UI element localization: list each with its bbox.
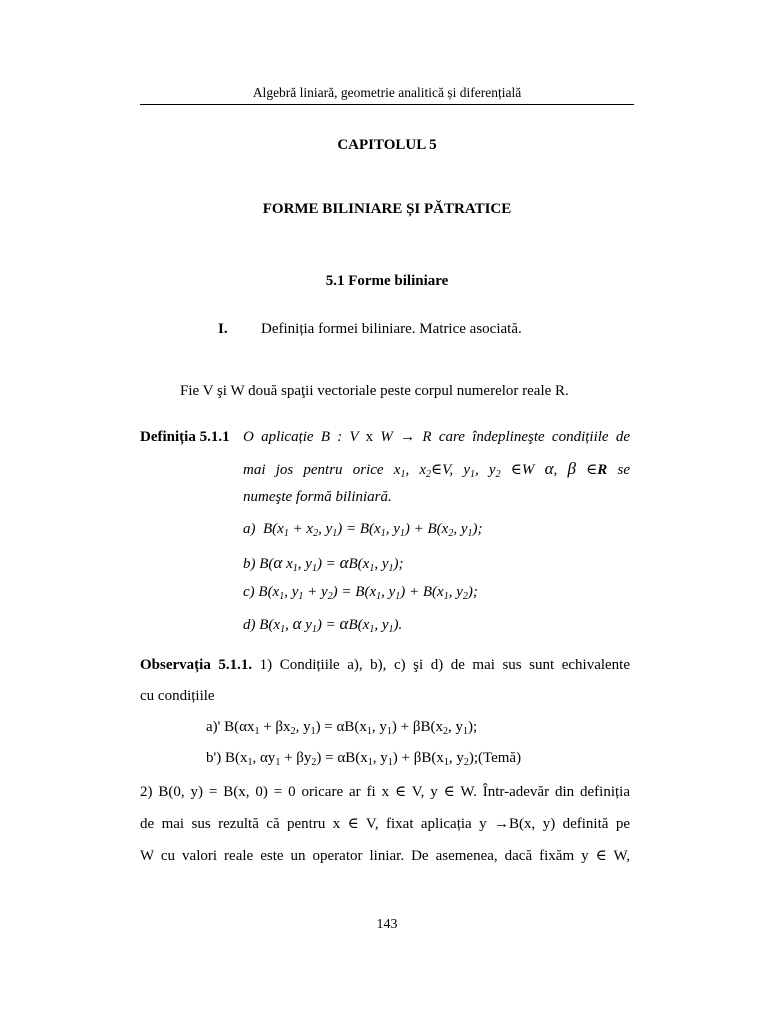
chapter-label: CAPITOLUL 5 <box>337 137 437 153</box>
condition-d: d) $B(x_1$, α $y_1) = \alpha B(x_1$, $y_1$). <box>243 614 403 635</box>
paragraph-line: 2) B(0, y) = B(x, 0) = 0 oricare ar fi x ∈ V, y ∈ W. Într-adevăr din definiția <box>140 784 630 800</box>
definition-line: mai jos pentru orice $x_1$, $x_2\in V$, $y_1$, $y_2$ ∈W α, β ∈R se <box>243 459 630 480</box>
intro-paragraph: Fie V şi W două spaţii vectoriale peste corpul numerelor reale R. <box>180 383 569 399</box>
header-rule <box>140 104 634 105</box>
paragraph-line: de mai sus rezultă că pentru x ∈ V, fixat aplicația y →B(x, y) definită pe <box>140 816 630 832</box>
condition-a-prime: a)' $B(\alpha x_1 + \beta x_2$, $y_1) = \alpha B(x_1$, $y_1) + \beta B(x_2$, $y_1$); <box>206 719 478 737</box>
observation-line: Observația 5.1.1. 1) Condițiile a), b), c) şi d) de mai sus sunt echivalente <box>140 657 631 673</box>
subsection-title: Definiția formei biliniare. Matrice asociată. <box>261 321 522 337</box>
running-header: Algebră liniară, geometrie analitică și diferențială <box>252 85 522 100</box>
subsection-number: I. <box>218 321 228 337</box>
chapter-title: FORME BILINIARE ȘI PĂTRATICE <box>262 201 512 217</box>
page-number: 143 <box>376 917 398 932</box>
condition-a: a) $B(x_1 + x_2$, $y_1) = B(x_1$, $y_1) + B(x_2$, $y_1$); <box>243 521 483 539</box>
condition-b: b) B(α $x_1$, $y_1) = \alpha B(x_1$, $y_1$); <box>243 553 404 574</box>
observation-line: cu condițiile <box>140 688 215 704</box>
paragraph-line: W cu valori reale este un operator liniar. De asemenea, dacă fixăm y ∈ W, <box>140 848 630 864</box>
definition-line: numeşte formă biliniară. <box>243 489 392 505</box>
definition-line: O aplicație B : V x W → R care îndeplineşte condițiile de <box>243 429 630 445</box>
section-title: 5.1 Forme biliniare <box>325 273 449 289</box>
condition-b-prime: b') $B(x_1$, $\alpha y_1 + \beta y_2) = \alpha B(x_1$, $y_1) + \beta B(x_1$, $y_2);(Temă)$ <box>206 750 522 768</box>
definition-label: Definiția 5.1.1 <box>140 429 230 445</box>
condition-c: c) $B(x_1$, $y_1 + y_2) = B(x_1$, $y_1) + B(x_1$, $y_2$); <box>243 584 478 602</box>
